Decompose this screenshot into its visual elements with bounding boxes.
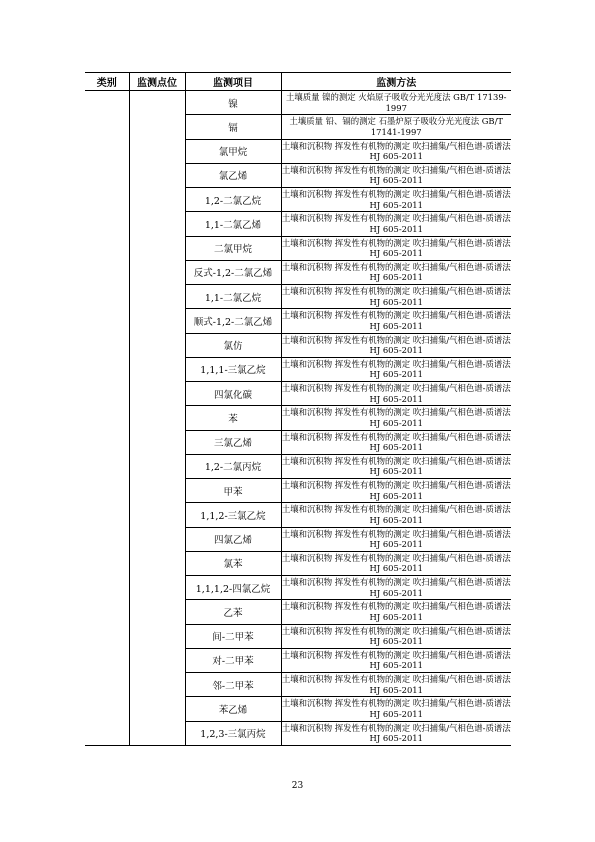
monitoring-table bbox=[85, 72, 511, 746]
method-cell: 土壤和沉积物 挥发性有机物的测定 吹扫捕集/气相色谱-质谱法 HJ 605-2011 bbox=[281, 673, 511, 697]
item-cell: 乙苯 bbox=[185, 600, 281, 624]
header-point: 监测点位 bbox=[129, 73, 185, 91]
header-method: 监测方法 bbox=[281, 73, 511, 91]
method-cell: 土壤和沉积物 挥发性有机物的测定 吹扫捕集/气相色谱-质谱法 HJ 605-2011 bbox=[281, 430, 511, 454]
method-cell: 土壤质量 铅、镉的测定 石墨炉原子吸收分光光度法 GB/T 17141-1997 bbox=[281, 115, 511, 139]
method-cell: 土壤质量 镍的测定 火焰原子吸收分光光度法 GB/T 17139-1997 bbox=[281, 91, 511, 115]
item-cell: 四氯乙烯 bbox=[185, 527, 281, 551]
item-cell: 1,1,1-三氯乙烷 bbox=[185, 357, 281, 381]
table-row bbox=[85, 91, 511, 115]
method-cell: 土壤和沉积物 挥发性有机物的测定 吹扫捕集/气相色谱-质谱法 HJ 605-2011 bbox=[281, 163, 511, 187]
item-cell: 苯乙烯 bbox=[185, 697, 281, 721]
method-cell: 土壤和沉积物 挥发性有机物的测定 吹扫捕集/气相色谱-质谱法 HJ 605-2011 bbox=[281, 309, 511, 333]
method-cell: 土壤和沉积物 挥发性有机物的测定 吹扫捕集/气相色谱-质谱法 HJ 605-2011 bbox=[281, 260, 511, 284]
method-cell: 土壤和沉积物 挥发性有机物的测定 吹扫捕集/气相色谱-质谱法 HJ 605-2011 bbox=[281, 600, 511, 624]
item-cell: 三氯乙烯 bbox=[185, 430, 281, 454]
item-cell: 间-二甲苯 bbox=[185, 624, 281, 648]
method-cell: 土壤和沉积物 挥发性有机物的测定 吹扫捕集/气相色谱-质谱法 HJ 605-2011 bbox=[281, 479, 511, 503]
item-cell: 1,1,1,2-四氯乙烷 bbox=[185, 576, 281, 600]
page-number: 23 bbox=[291, 781, 304, 791]
item-cell: 甲苯 bbox=[185, 479, 281, 503]
method-cell: 土壤和沉积物 挥发性有机物的测定 吹扫捕集/气相色谱-质谱法 HJ 605-2011 bbox=[281, 333, 511, 357]
item-cell: 顺式-1,2-二氯乙烯 bbox=[185, 309, 281, 333]
item-cell: 邻-二甲苯 bbox=[185, 673, 281, 697]
method-cell: 土壤和沉积物 挥发性有机物的测定 吹扫捕集/气相色谱-质谱法 HJ 605-2011 bbox=[281, 139, 511, 163]
method-cell: 土壤和沉积物 挥发性有机物的测定 吹扫捕集/气相色谱-质谱法 HJ 605-2011 bbox=[281, 648, 511, 672]
item-cell: 1,1-二氯乙烷 bbox=[185, 285, 281, 309]
item-cell: 镉 bbox=[185, 115, 281, 139]
item-cell: 氯苯 bbox=[185, 551, 281, 575]
item-cell: 1,2,3-三氯丙烷 bbox=[185, 721, 281, 745]
method-cell: 土壤和沉积物 挥发性有机物的测定 吹扫捕集/气相色谱-质谱法 HJ 605-2011 bbox=[281, 236, 511, 260]
method-cell: 土壤和沉积物 挥发性有机物的测定 吹扫捕集/气相色谱-质谱法 HJ 605-2011 bbox=[281, 527, 511, 551]
method-cell: 土壤和沉积物 挥发性有机物的测定 吹扫捕集/气相色谱-质谱法 HJ 605-2011 bbox=[281, 503, 511, 527]
item-cell: 镍 bbox=[185, 91, 281, 115]
header-item: 监测项目 bbox=[185, 73, 281, 91]
point-cell bbox=[129, 91, 185, 746]
item-cell: 四氯化碳 bbox=[185, 382, 281, 406]
method-cell: 土壤和沉积物 挥发性有机物的测定 吹扫捕集/气相色谱-质谱法 HJ 605-2011 bbox=[281, 454, 511, 478]
method-cell: 土壤和沉积物 挥发性有机物的测定 吹扫捕集/气相色谱-质谱法 HJ 605-2011 bbox=[281, 212, 511, 236]
method-cell: 土壤和沉积物 挥发性有机物的测定 吹扫捕集/气相色谱-质谱法 HJ 605-2011 bbox=[281, 624, 511, 648]
method-cell: 土壤和沉积物 挥发性有机物的测定 吹扫捕集/气相色谱-质谱法 HJ 605-2011 bbox=[281, 382, 511, 406]
item-cell: 1,1-二氯乙烯 bbox=[185, 212, 281, 236]
header-category: 类别 bbox=[85, 73, 129, 91]
item-cell: 1,1,2-三氯乙烷 bbox=[185, 503, 281, 527]
category-cell bbox=[85, 91, 129, 746]
item-cell: 氯乙烯 bbox=[185, 163, 281, 187]
method-cell: 土壤和沉积物 挥发性有机物的测定 吹扫捕集/气相色谱-质谱法 HJ 605-2011 bbox=[281, 697, 511, 721]
item-cell: 1,2-二氯乙烷 bbox=[185, 188, 281, 212]
item-cell: 氯仿 bbox=[185, 333, 281, 357]
item-cell: 1,2-二氯丙烷 bbox=[185, 454, 281, 478]
item-cell: 二氯甲烷 bbox=[185, 236, 281, 260]
method-cell: 土壤和沉积物 挥发性有机物的测定 吹扫捕集/气相色谱-质谱法 HJ 605-2011 bbox=[281, 406, 511, 430]
item-cell: 氯甲烷 bbox=[185, 139, 281, 163]
method-cell: 土壤和沉积物 挥发性有机物的测定 吹扫捕集/气相色谱-质谱法 HJ 605-2011 bbox=[281, 721, 511, 745]
method-cell: 土壤和沉积物 挥发性有机物的测定 吹扫捕集/气相色谱-质谱法 HJ 605-2011 bbox=[281, 357, 511, 381]
item-cell: 对-二甲苯 bbox=[185, 648, 281, 672]
item-cell: 反式-1,2-二氯乙烯 bbox=[185, 260, 281, 284]
method-cell: 土壤和沉积物 挥发性有机物的测定 吹扫捕集/气相色谱-质谱法 HJ 605-2011 bbox=[281, 576, 511, 600]
method-cell: 土壤和沉积物 挥发性有机物的测定 吹扫捕集/气相色谱-质谱法 HJ 605-2011 bbox=[281, 551, 511, 575]
item-cell: 苯 bbox=[185, 406, 281, 430]
method-cell: 土壤和沉积物 挥发性有机物的测定 吹扫捕集/气相色谱-质谱法 HJ 605-2011 bbox=[281, 285, 511, 309]
table-header-row bbox=[85, 73, 511, 91]
method-cell: 土壤和沉积物 挥发性有机物的测定 吹扫捕集/气相色谱-质谱法 HJ 605-2011 bbox=[281, 188, 511, 212]
